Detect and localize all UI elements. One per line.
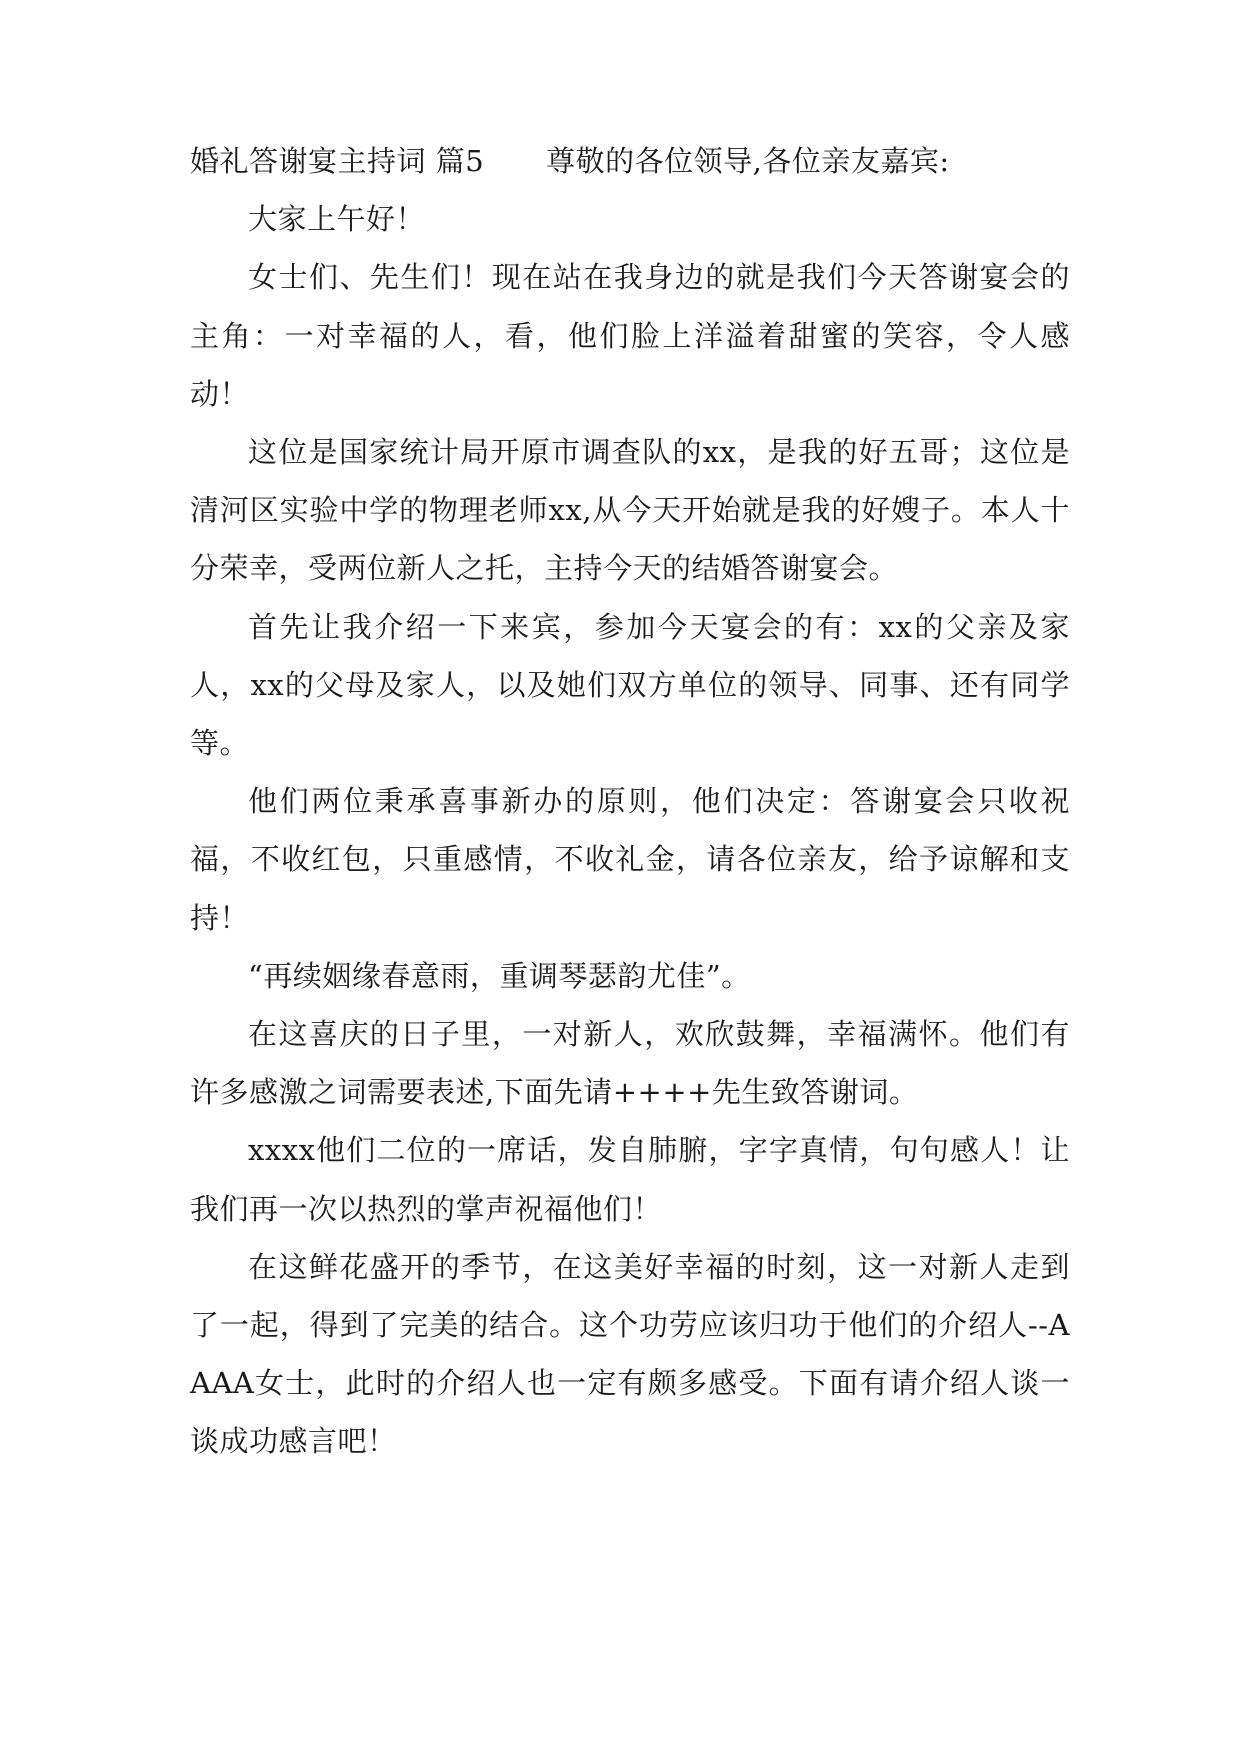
paragraph: “再续姻缘春意雨，重调琴瑟韵尤佳”。 [248,958,751,993]
document-body [190,132,1070,1471]
paragraph: 首先让我介绍一下来宾，参加今天宴会的有：xx的父亲及家人，xx的父母及家人，以及她们双方单位的领导、同事、还有同学等。 [190,609,1070,761]
paragraph: 他们两位秉承喜事新办的原则，他们决定：答谢宴会只收祝福，不收红包，只重感情，不收礼金，请各位亲友，给予谅解和支持！ [190,784,1070,935]
paragraph: 这位是国家统计局开原市调查队的xx，是我的好五哥；这位是清河区实验中学的物理老师xx,从今天开始就是我的好嫂子。本人十分荣幸，受两位新人之托，主持今天的结婚答谢宴会。 [190,435,1070,586]
paragraph: 大家上午好！ [248,202,426,237]
paragraph: 女士们、先生们！现在站在我身边的就是我们今天答谢宴会的主角：一对幸福的人，看，他们脸上洋溢着甜蜜的笑容，令人感动！ [190,260,1070,411]
paragraph: 在这鲜花盛开的季节，在这美好幸福的时刻，这一对新人走到了一起，得到了完美的结合。这个功劳应该归功于他们的介绍人--AAAA女士，此时的介绍人也一定有颇多感受。下面有请介绍人谈一谈成功感言吧！ [190,1249,1070,1459]
paragraph: xxxx他们二位的一席话，发自肺腑，字字真情，句句感人！让我们再一次以热烈的掌声祝福他们！ [190,1133,1070,1226]
title-line [190,132,1070,190]
paragraph: 在这喜庆的日子里，一对新人，欢欣鼓舞，幸福满怀。他们有许多感激之词需要表述,下面先请++++先生致答谢词。 [190,1017,1070,1110]
document-title: 婚礼答谢宴主持词 篇5 [190,144,485,178]
greeting: 尊敬的各位领导,各位亲友嘉宾: [546,144,950,178]
